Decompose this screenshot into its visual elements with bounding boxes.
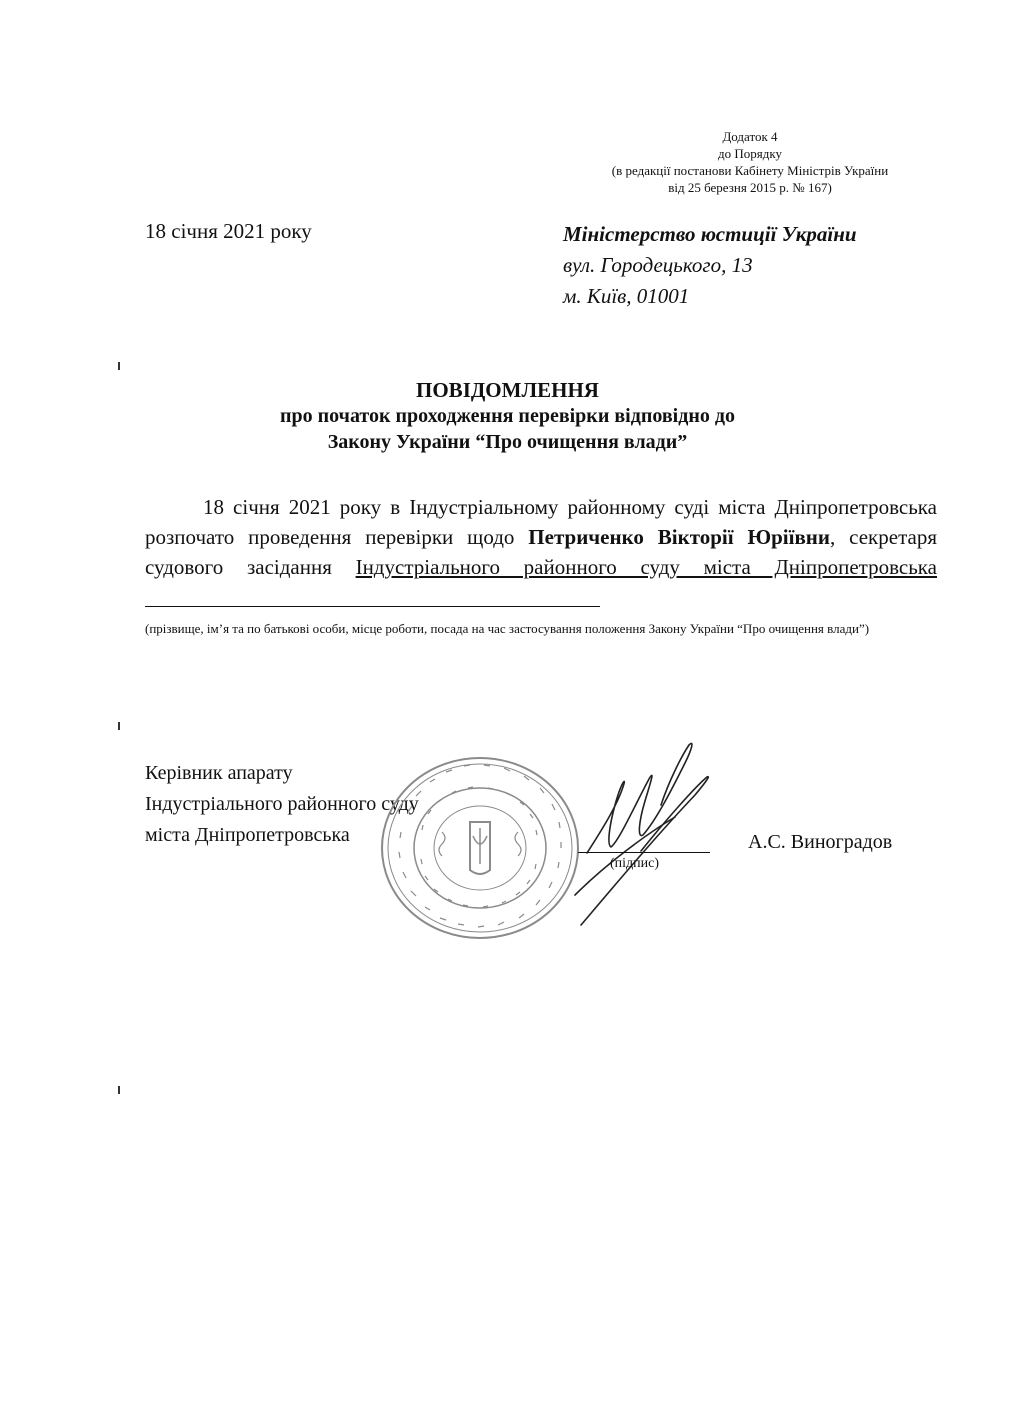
- handwritten-signature: [545, 735, 715, 935]
- heading-subtitle: Закону України “Про очищення влади”: [327, 431, 688, 453]
- person-name: Петриченко Вікторії Юріївни: [528, 525, 831, 549]
- document-heading: [0, 377, 1015, 455]
- appendix-line: від 25 березня 2015 р. № 167): [668, 180, 832, 195]
- fill-line: [145, 586, 600, 607]
- signer-position: Керівник апарату: [145, 762, 293, 784]
- signature-line: [578, 852, 710, 853]
- appendix-note: [540, 128, 960, 196]
- signer-position: Індустріального районного суду: [145, 793, 419, 815]
- document-date: 18 січня 2021 року: [145, 219, 312, 243]
- footnote: (прізвище, ім’я та по батькові особи, місце роботи, посада на час застосування положення Закону України “Про очищення влади”): [145, 621, 870, 636]
- margin-mark: [118, 1086, 120, 1094]
- margin-mark: [118, 722, 120, 730]
- signer-position: міста Дніпропетровська: [145, 824, 350, 846]
- recipient-city: м. Київ, 01001: [563, 284, 690, 308]
- recipient-address: [563, 219, 857, 312]
- body-paragraph: [145, 492, 937, 612]
- signature-caption: (підпис): [610, 856, 660, 871]
- margin-mark: [118, 362, 120, 370]
- appendix-line: до Порядку: [718, 146, 782, 161]
- appendix-line: (в редакції постанови Кабінету Міністрів України: [611, 163, 889, 178]
- body-text: , секретаря судового засідання: [145, 525, 937, 579]
- heading-subtitle: про початок проходження перевірки відповідно до: [280, 405, 735, 427]
- signatory-name: А.С. Виноградов: [748, 831, 893, 853]
- workplace: Індустріального районного суду міста Дніпропетровська: [355, 555, 937, 579]
- recipient-street: вул. Городецького, 13: [563, 253, 753, 277]
- body-text: 18 січня 2021 року в Індустріальному районному суді міста Дніпропетровська розпочато проведення перевірки щодо: [145, 495, 937, 549]
- document-title: ПОВІДОМЛЕННЯ: [416, 378, 599, 402]
- recipient-name: Міністерство юстиції України: [563, 222, 857, 246]
- appendix-line: Додаток 4: [722, 129, 778, 144]
